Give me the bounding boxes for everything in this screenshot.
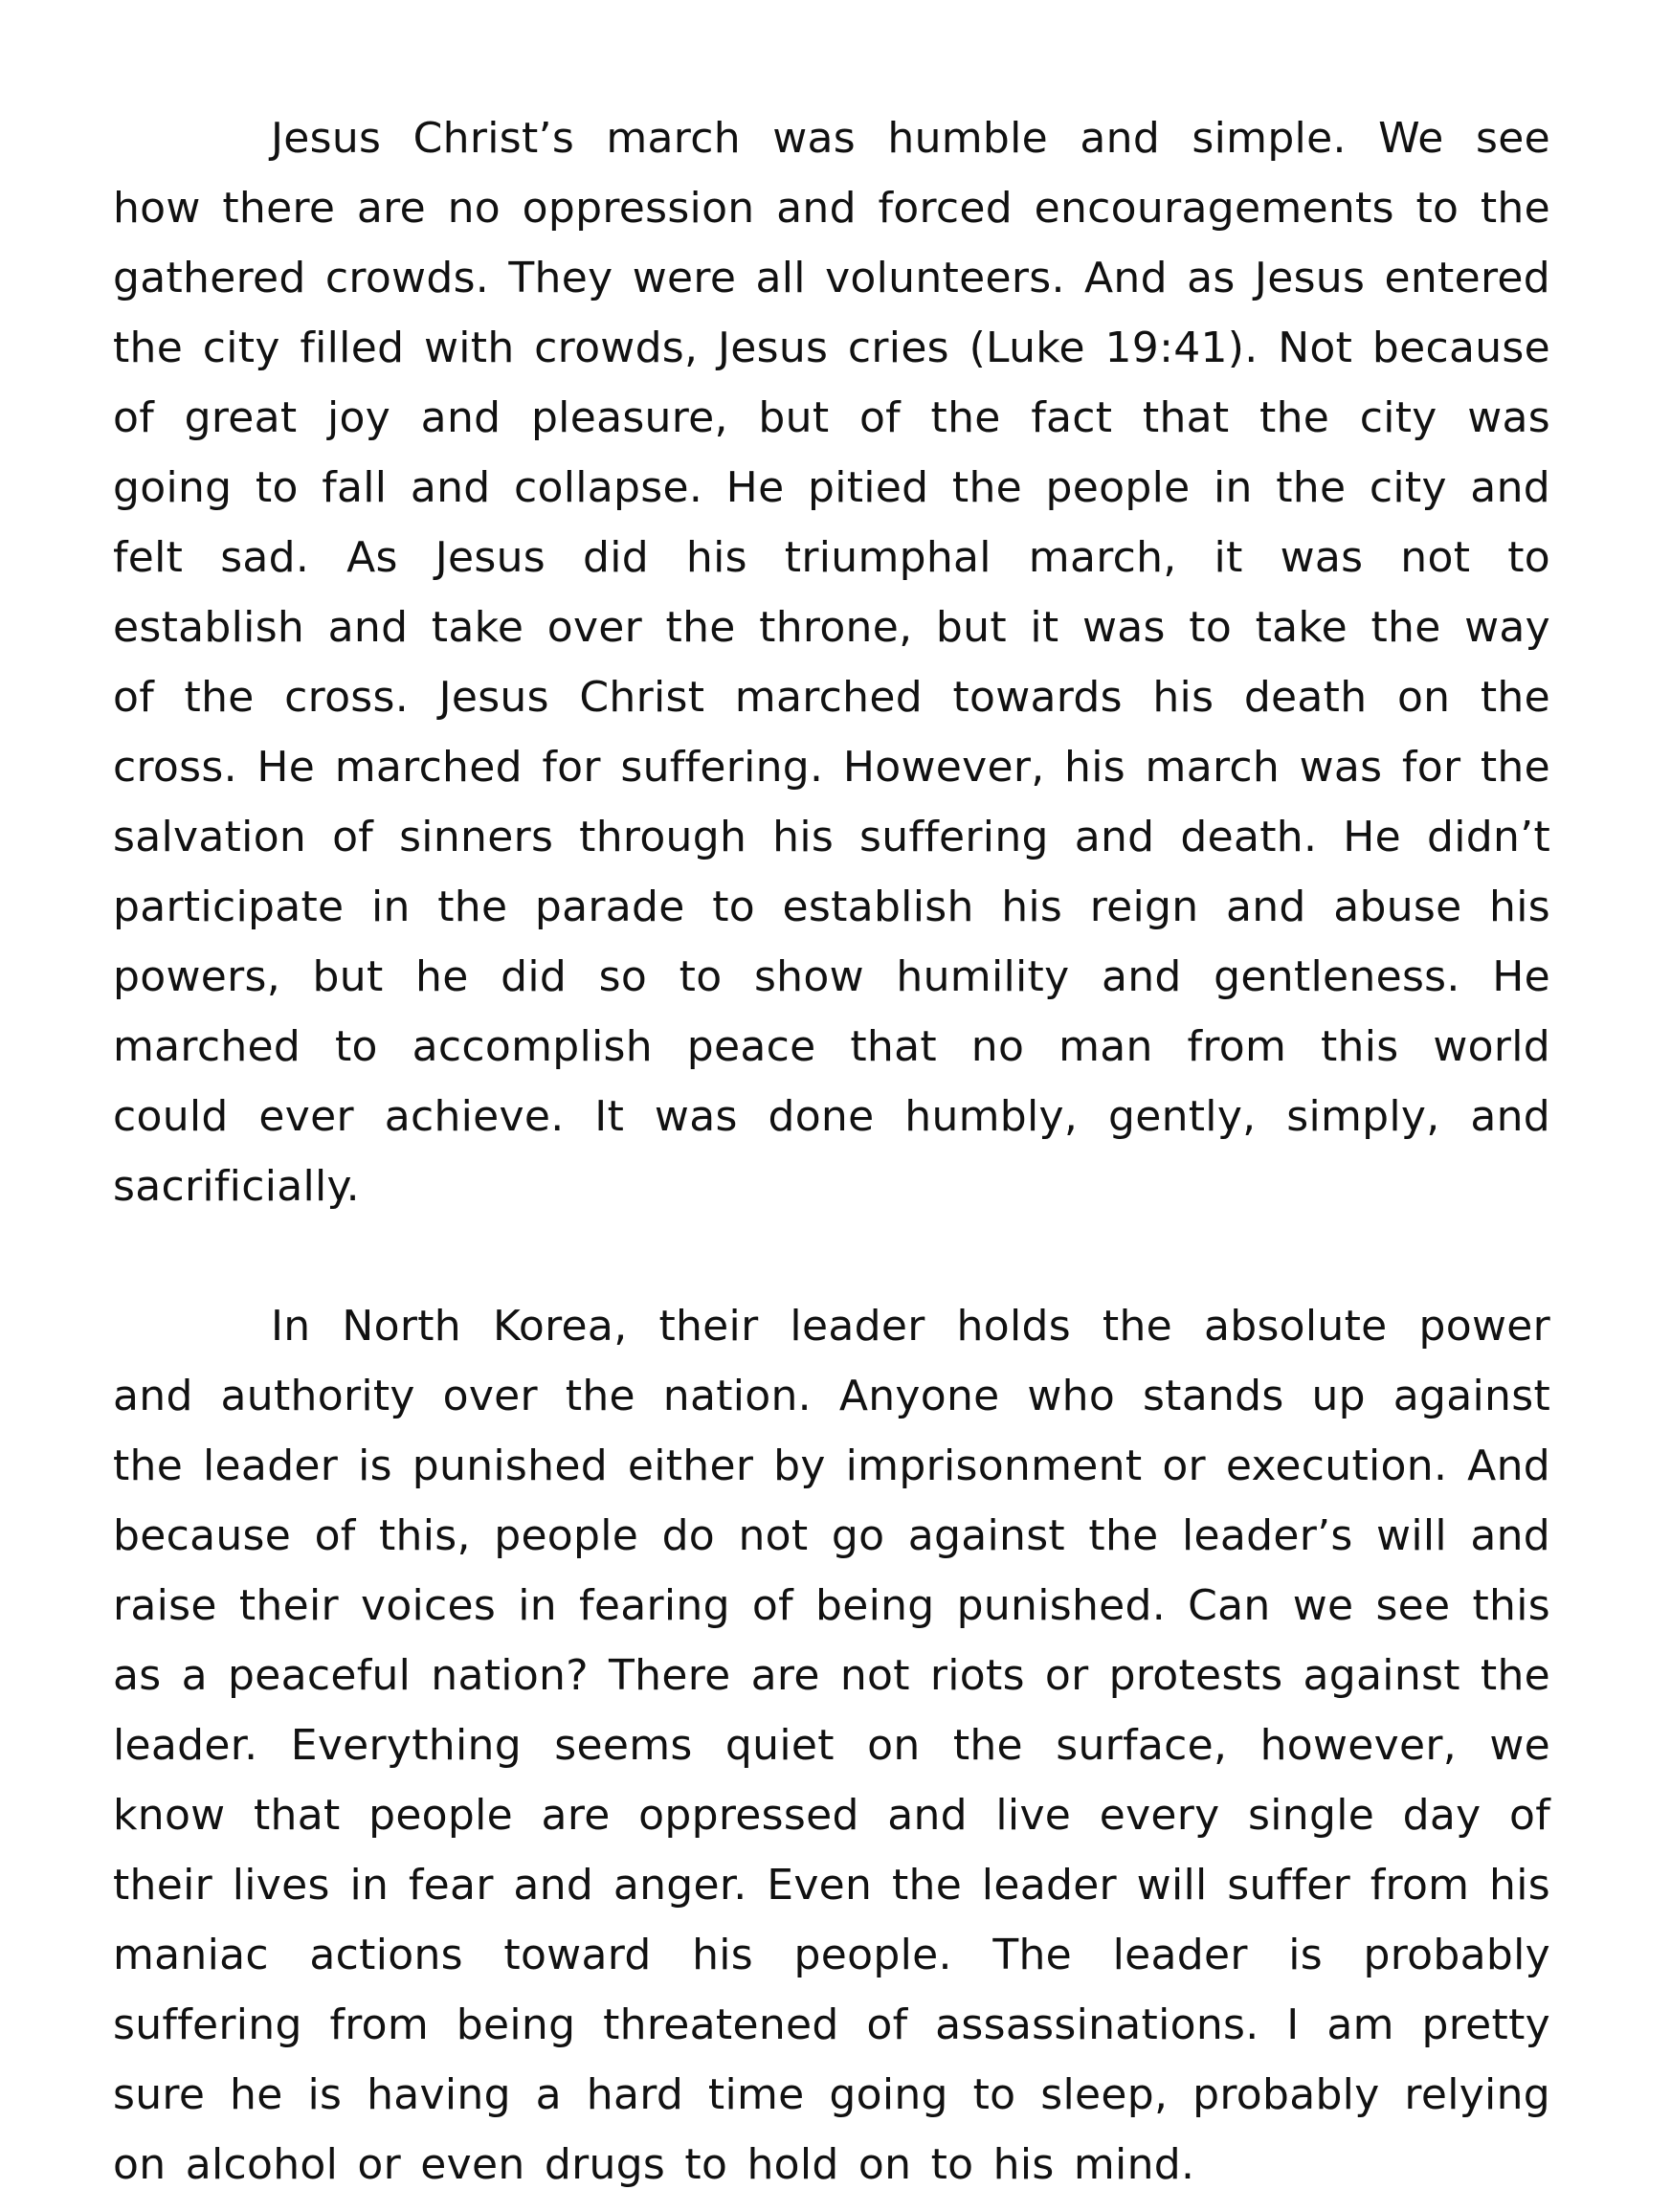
paragraph-gap	[113, 1221, 1550, 1291]
paragraph-jesus-march: Jesus Christ’s march was humble and simple. We see how there are no oppression and forced encouragements to the gathered crowds. They were all volunteers. And as Jesus entered the city filled with crowds, Jesus cries (Luke 19:41). Not because of great joy and pleasure, but of the fact that the city was going to fall and collapse. He pitied the people in the city and felt sad. As Jesus did his triumphal march, it was not to establish and take over the throne, but it was to take the way of the cross. Jesus Christ marched towards his death on the cross. He marched for suffering. However, his march was for the salvation of sinners through his suffering and death. He didn’t participate in the parade to establish his reign and abuse his powers, but he did so to show humility and gentleness. He marched to accomplish peace that no man from this world could ever achieve. It was done humbly, gently, simply, and sacrificially.	[113, 114, 1550, 1211]
paragraph-north-korea: In North Korea, their leader holds the absolute power and authority over the nation. Anyone who stands up against the leader is punished either by imprisonment or execution. And because of this, people do not go against the leader’s will and raise their voices in fearing of being punished. Can we see this as a peaceful nation? There are not riots or protests against the leader. Everything seems quiet on the surface, however, we know that people are oppressed and live every single day of their lives in fear and anger. Even the leader will suffer from his maniac actions toward his people. The leader is probably suffering from being threatened of assassinations. I am pretty sure he is having a hard time going to sleep, probably relying on alcohol or even drugs to hold on to his mind.	[113, 1302, 1550, 2189]
document-page	[113, 103, 1550, 2200]
